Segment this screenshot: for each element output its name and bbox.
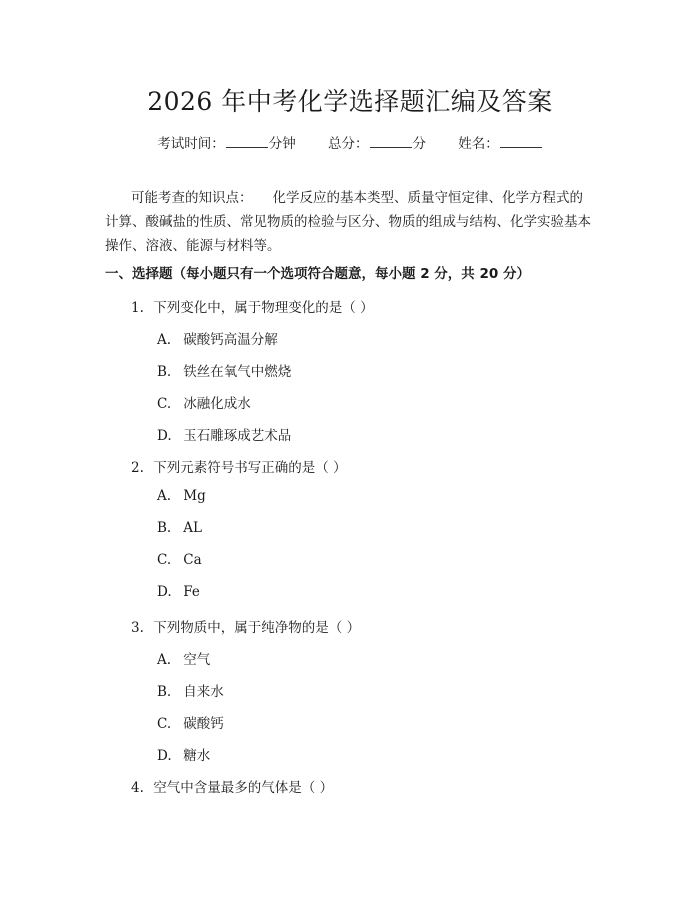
- question-text: 下列物质中，属于纯净物的是（ ）: [153, 620, 361, 636]
- name-field: [458, 132, 543, 152]
- question-2-option-d: [157, 584, 200, 600]
- question-3-option-d: [157, 744, 210, 764]
- total-score-unit: 分: [412, 136, 426, 152]
- question-2-option-c: [157, 552, 202, 568]
- option-text: AL: [183, 520, 203, 536]
- question-3: [131, 616, 360, 636]
- exam-time-blank: [226, 135, 268, 148]
- intro-label: 可能考查的知识点：: [131, 190, 253, 206]
- question-1-option-b: [157, 360, 291, 380]
- name-blank: [500, 135, 542, 148]
- option-letter: A.: [157, 332, 172, 348]
- option-text: Fe: [183, 584, 200, 600]
- question-3-option-b: [157, 680, 224, 700]
- question-number: 2.: [131, 460, 144, 476]
- question-number: 4.: [131, 780, 144, 796]
- option-text: 空气: [183, 652, 211, 668]
- question-1-option-c: [157, 392, 251, 412]
- option-text: 碳酸钙: [183, 716, 224, 732]
- option-letter: B.: [157, 684, 172, 700]
- option-text: 铁丝在氧气中燃烧: [183, 364, 292, 380]
- exam-time-unit: 分钟: [268, 136, 296, 152]
- question-number: 3.: [131, 620, 144, 636]
- question-3-option-c: [157, 712, 224, 732]
- total-score-label: 总分：: [328, 136, 369, 152]
- option-letter: C.: [157, 396, 172, 412]
- option-letter: C.: [157, 552, 172, 568]
- question-4: [131, 776, 333, 796]
- intro-paragraph: [105, 186, 595, 258]
- intro-text: 化学反应的基本类型、质量守恒定律、化学方程式的计算、酸碱盐的性质、常见物质的检验与区分、物质的组成与结构、化学实验基本操作、溶液、能源与材料等。: [105, 190, 591, 254]
- question-1-option-d: [157, 424, 291, 444]
- page-title: 2026 年中考化学选择题汇编及答案: [147, 87, 553, 116]
- exam-info: [0, 132, 700, 152]
- option-text: Mg: [183, 488, 206, 504]
- option-text: 碳酸钙高温分解: [183, 332, 278, 348]
- question-1-option-a: [157, 328, 278, 348]
- exam-time-label: 考试时间：: [157, 136, 225, 152]
- option-text: 自来水: [183, 684, 224, 700]
- name-label: 姓名：: [458, 136, 499, 152]
- total-score-field: [328, 132, 426, 152]
- question-2-option-b: [157, 520, 202, 536]
- option-letter: D.: [157, 428, 172, 444]
- question-3-option-a: [157, 648, 210, 668]
- question-1: [131, 296, 374, 316]
- option-letter: C.: [157, 716, 172, 732]
- question-2: [131, 456, 347, 476]
- option-text: 糖水: [183, 748, 211, 764]
- option-letter: D.: [157, 748, 172, 764]
- question-text: 下列变化中，属于物理变化的是（ ）: [153, 300, 374, 316]
- question-text: 下列元素符号书写正确的是（ ）: [153, 460, 347, 476]
- option-text: 玉石雕琢成艺术品: [183, 428, 292, 444]
- option-letter: D.: [157, 584, 172, 600]
- exam-time-field: [157, 132, 296, 152]
- option-letter: B.: [157, 364, 172, 380]
- option-text: Ca: [183, 552, 202, 568]
- section-heading: 一、选择题（每小题只有一个选项符合题意，每小题 2 分，共 20 分）: [105, 266, 530, 282]
- option-letter: A.: [157, 652, 172, 668]
- option-text: 冰融化成水: [183, 396, 251, 412]
- option-letter: A.: [157, 488, 172, 504]
- total-score-blank: [370, 135, 412, 148]
- question-2-option-a: [157, 488, 206, 504]
- question-number: 1.: [131, 300, 144, 316]
- question-text: 空气中含量最多的气体是（ ）: [153, 780, 334, 796]
- option-letter: B.: [157, 520, 172, 536]
